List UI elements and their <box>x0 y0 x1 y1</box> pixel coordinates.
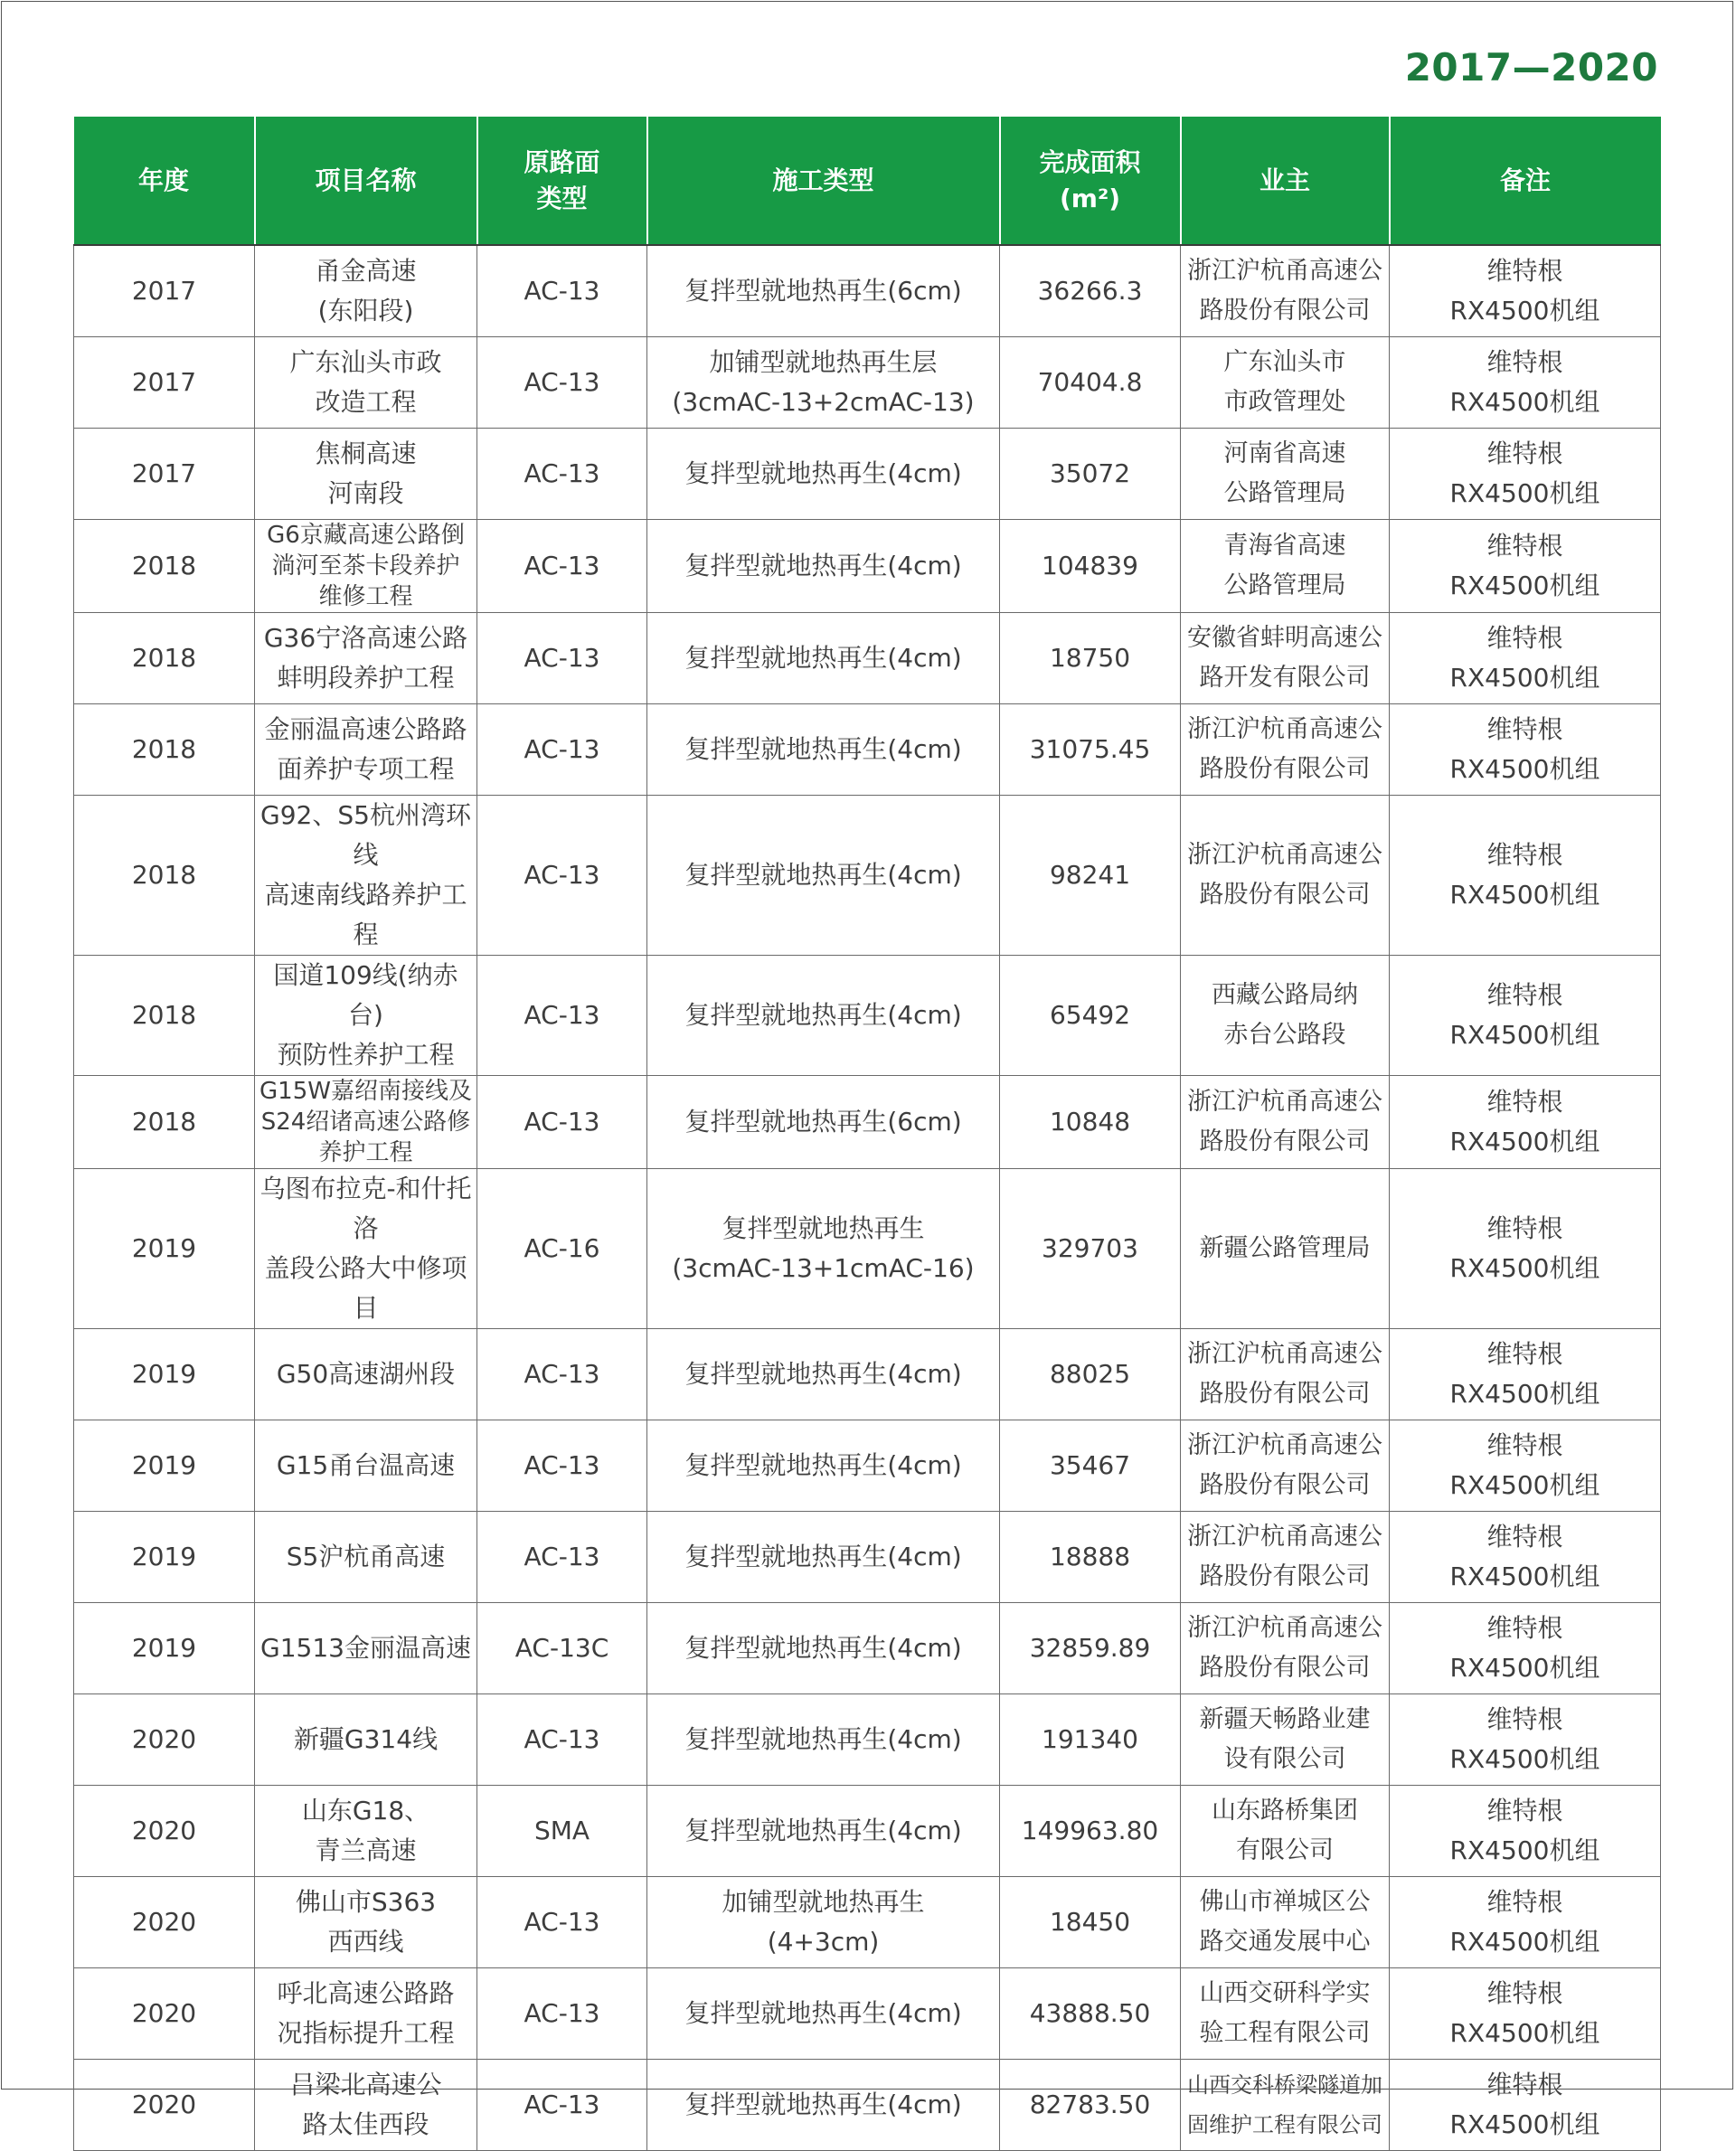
cell-area: 36266.3 <box>1000 245 1181 337</box>
table-row <box>74 1694 1661 1786</box>
cell-owner: 浙江沪杭甬高速公 路股份有限公司 <box>1181 704 1390 796</box>
cell-construction-type: 复拌型就地热再生(4cm) <box>647 1603 1000 1694</box>
cell-note: 维特根 RX4500机组 <box>1390 613 1661 704</box>
cell-year: 2019 <box>74 1420 255 1512</box>
cell-area: 18750 <box>1000 613 1181 704</box>
cell-note: 维特根 RX4500机组 <box>1390 1786 1661 1877</box>
cell-road-type: AC-13 <box>477 1877 647 1968</box>
table-row <box>74 337 1661 429</box>
cell-construction-type: 复拌型就地热再生(4cm) <box>647 956 1000 1076</box>
cell-note: 维特根 RX4500机组 <box>1390 796 1661 956</box>
cell-note: 维特根 RX4500机组 <box>1390 1877 1661 1968</box>
cell-road-type: AC-13 <box>477 520 647 613</box>
cell-note: 维特根 RX4500机组 <box>1390 1076 1661 1169</box>
cell-owner: 西藏公路局纳 赤台公路段 <box>1181 956 1390 1076</box>
cell-year: 2017 <box>74 245 255 337</box>
cell-area: 191340 <box>1000 1694 1181 1786</box>
cell-owner: 河南省高速 公路管理局 <box>1181 429 1390 520</box>
cell-owner: 新疆天畅路业建 设有限公司 <box>1181 1694 1390 1786</box>
cell-project-name: 吕梁北高速公 路太佳西段 <box>255 2060 477 2151</box>
cell-construction-type: 复拌型就地热再生(4cm) <box>647 796 1000 956</box>
cell-project-name: 佛山市S363 西西线 <box>255 1877 477 1968</box>
cell-project-name: 焦桐高速 河南段 <box>255 429 477 520</box>
cell-construction-type: 复拌型就地热再生(4cm) <box>647 613 1000 704</box>
cell-year: 2020 <box>74 1786 255 1877</box>
cell-owner: 浙江沪杭甬高速公 路股份有限公司 <box>1181 1076 1390 1169</box>
cell-note: 维特根 RX4500机组 <box>1390 1694 1661 1786</box>
cell-area: 43888.50 <box>1000 1968 1181 2060</box>
header-note: 备注 <box>1390 117 1661 245</box>
cell-project-name: G36宁洛高速公路 蚌明段养护工程 <box>255 613 477 704</box>
cell-owner: 浙江沪杭甬高速公 路股份有限公司 <box>1181 1512 1390 1603</box>
cell-note: 维特根 RX4500机组 <box>1390 956 1661 1076</box>
projects-table <box>73 117 1661 2151</box>
cell-construction-type: 复拌型就地热再生(4cm) <box>647 1512 1000 1603</box>
cell-construction-type: 复拌型就地热再生(4cm) <box>647 1786 1000 1877</box>
cell-note: 维特根 RX4500机组 <box>1390 1329 1661 1420</box>
cell-year: 2018 <box>74 520 255 613</box>
cell-note: 维特根 RX4500机组 <box>1390 1968 1661 2060</box>
cell-road-type: AC-13 <box>477 956 647 1076</box>
cell-construction-type: 复拌型就地热再生(4cm) <box>647 1694 1000 1786</box>
cell-year: 2020 <box>74 1877 255 1968</box>
cell-project-name: S5沪杭甬高速 <box>255 1512 477 1603</box>
cell-area: 98241 <box>1000 796 1181 956</box>
cell-construction-type: 复拌型就地热再生 (3cmAC-13+1cmAC-16) <box>647 1169 1000 1329</box>
cell-project-name: G1513金丽温高速 <box>255 1603 477 1694</box>
header-road-type: 原路面 类型 <box>477 117 647 245</box>
cell-area: 35467 <box>1000 1420 1181 1512</box>
cell-project-name: G15W嘉绍南接线及 S24绍诸高速公路修 养护工程 <box>255 1076 477 1169</box>
cell-road-type: AC-13 <box>477 613 647 704</box>
table-row <box>74 1512 1661 1603</box>
cell-area: 70404.8 <box>1000 337 1181 429</box>
cell-area: 35072 <box>1000 429 1181 520</box>
cell-construction-type: 复拌型就地热再生(4cm) <box>647 704 1000 796</box>
cell-owner: 山东路桥集团 有限公司 <box>1181 1786 1390 1877</box>
cell-year: 2018 <box>74 1076 255 1169</box>
cell-project-name: G15甬台温高速 <box>255 1420 477 1512</box>
cell-road-type: AC-13 <box>477 1076 647 1169</box>
cell-owner: 青海省高速 公路管理局 <box>1181 520 1390 613</box>
table-row <box>74 1329 1661 1420</box>
cell-construction-type: 复拌型就地热再生(4cm) <box>647 520 1000 613</box>
year-range-title: 2017—2020 <box>1404 45 1658 90</box>
cell-construction-type: 加铺型就地热再生层 (3cmAC-13+2cmAC-13) <box>647 337 1000 429</box>
cell-year: 2019 <box>74 1512 255 1603</box>
cell-owner: 广东汕头市 市政管理处 <box>1181 337 1390 429</box>
table-row <box>74 956 1661 1076</box>
table-row <box>74 796 1661 956</box>
cell-note: 维特根 RX4500机组 <box>1390 245 1661 337</box>
cell-year: 2018 <box>74 956 255 1076</box>
table-row <box>74 520 1661 613</box>
table-row <box>74 1786 1661 1877</box>
cell-owner: 浙江沪杭甬高速公 路股份有限公司 <box>1181 245 1390 337</box>
cell-road-type: AC-13C <box>477 1603 647 1694</box>
cell-construction-type: 复拌型就地热再生(4cm) <box>647 1968 1000 2060</box>
cell-project-name: G50高速湖州段 <box>255 1329 477 1420</box>
cell-construction-type: 复拌型就地热再生(4cm) <box>647 1329 1000 1420</box>
cell-road-type: AC-13 <box>477 1329 647 1420</box>
cell-area: 65492 <box>1000 956 1181 1076</box>
cell-year: 2019 <box>74 1169 255 1329</box>
cell-area: 18888 <box>1000 1512 1181 1603</box>
table-row <box>74 245 1661 337</box>
table-row <box>74 1877 1661 1968</box>
cell-construction-type: 复拌型就地热再生(6cm) <box>647 1076 1000 1169</box>
cell-area: 149963.80 <box>1000 1786 1181 1877</box>
cell-owner: 浙江沪杭甬高速公 路股份有限公司 <box>1181 796 1390 956</box>
table-row <box>74 704 1661 796</box>
cell-year: 2018 <box>74 704 255 796</box>
table-body <box>74 245 1661 2151</box>
cell-area: 18450 <box>1000 1877 1181 1968</box>
table-row <box>74 1169 1661 1329</box>
cell-year: 2018 <box>74 796 255 956</box>
cell-note: 维特根 RX4500机组 <box>1390 1420 1661 1512</box>
cell-year: 2017 <box>74 337 255 429</box>
cell-road-type: AC-13 <box>477 429 647 520</box>
cell-note: 维特根 RX4500机组 <box>1390 429 1661 520</box>
cell-road-type: AC-13 <box>477 1420 647 1512</box>
table-header-row <box>74 117 1661 245</box>
cell-area: 104839 <box>1000 520 1181 613</box>
cell-owner: 安徽省蚌明高速公 路开发有限公司 <box>1181 613 1390 704</box>
cell-project-name: G6京藏高速公路倒 淌河至茶卡段养护 维修工程 <box>255 520 477 613</box>
cell-construction-type: 加铺型就地热再生 (4+3cm) <box>647 1877 1000 1968</box>
cell-road-type: SMA <box>477 1786 647 1877</box>
cell-area: 31075.45 <box>1000 704 1181 796</box>
cell-construction-type: 复拌型就地热再生(4cm) <box>647 1420 1000 1512</box>
cell-project-name: 新疆G314线 <box>255 1694 477 1786</box>
cell-area: 88025 <box>1000 1329 1181 1420</box>
cell-project-name: 国道109线(纳赤台) 预防性养护工程 <box>255 956 477 1076</box>
cell-year: 2020 <box>74 1968 255 2060</box>
cell-construction-type: 复拌型就地热再生(4cm) <box>647 429 1000 520</box>
cell-note: 维特根 RX4500机组 <box>1390 2060 1661 2151</box>
cell-project-name: 甬金高速 (东阳段) <box>255 245 477 337</box>
cell-area: 329703 <box>1000 1169 1181 1329</box>
cell-project-name: G92、S5杭州湾环线 高速南线路养护工程 <box>255 796 477 956</box>
header-project-name: 项目名称 <box>255 117 477 245</box>
cell-road-type: AC-13 <box>477 1694 647 1786</box>
cell-construction-type: 复拌型就地热再生(6cm) <box>647 245 1000 337</box>
cell-owner: 山西交科桥梁隧道加 固维护工程有限公司 <box>1181 2060 1390 2151</box>
header-year: 年度 <box>74 117 255 245</box>
cell-project-name: 乌图布拉克-和什托洛 盖段公路大中修项目 <box>255 1169 477 1329</box>
table-row <box>74 1968 1661 2060</box>
cell-road-type: AC-13 <box>477 796 647 956</box>
header-area: 完成面积 (m²) <box>1000 117 1181 245</box>
cell-road-type: AC-13 <box>477 704 647 796</box>
cell-road-type: AC-16 <box>477 1169 647 1329</box>
cell-note: 维特根 RX4500机组 <box>1390 337 1661 429</box>
cell-owner: 新疆公路管理局 <box>1181 1169 1390 1329</box>
cell-owner: 浙江沪杭甬高速公 路股份有限公司 <box>1181 1603 1390 1694</box>
cell-construction-type: 复拌型就地热再生(4cm) <box>647 2060 1000 2151</box>
cell-project-name: 呼北高速公路路 况指标提升工程 <box>255 1968 477 2060</box>
cell-area: 82783.50 <box>1000 2060 1181 2151</box>
cell-note: 维特根 RX4500机组 <box>1390 1169 1661 1329</box>
cell-year: 2017 <box>74 429 255 520</box>
cell-owner: 浙江沪杭甬高速公 路股份有限公司 <box>1181 1329 1390 1420</box>
cell-note: 维特根 RX4500机组 <box>1390 1512 1661 1603</box>
cell-year: 2019 <box>74 1329 255 1420</box>
cell-project-name: 山东G18、 青兰高速 <box>255 1786 477 1877</box>
table-row <box>74 1076 1661 1169</box>
table-row <box>74 429 1661 520</box>
cell-owner: 山西交研科学实 验工程有限公司 <box>1181 1968 1390 2060</box>
cell-note: 维特根 RX4500机组 <box>1390 1603 1661 1694</box>
cell-year: 2019 <box>74 1603 255 1694</box>
cell-road-type: AC-13 <box>477 337 647 429</box>
cell-area: 32859.89 <box>1000 1603 1181 1694</box>
cell-year: 2018 <box>74 613 255 704</box>
cell-project-name: 广东汕头市政 改造工程 <box>255 337 477 429</box>
cell-owner: 佛山市禅城区公 路交通发展中心 <box>1181 1877 1390 1968</box>
cell-road-type: AC-13 <box>477 1512 647 1603</box>
cell-road-type: AC-13 <box>477 245 647 337</box>
cell-year: 2020 <box>74 2060 255 2151</box>
cell-year: 2020 <box>74 1694 255 1786</box>
cell-owner: 浙江沪杭甬高速公 路股份有限公司 <box>1181 1420 1390 1512</box>
cell-project-name: 金丽温高速公路路 面养护专项工程 <box>255 704 477 796</box>
cell-road-type: AC-13 <box>477 2060 647 2151</box>
cell-road-type: AC-13 <box>477 1968 647 2060</box>
header-owner: 业主 <box>1181 117 1390 245</box>
cell-note: 维特根 RX4500机组 <box>1390 704 1661 796</box>
table-row <box>74 613 1661 704</box>
header-construction-type: 施工类型 <box>647 117 1000 245</box>
cell-note: 维特根 RX4500机组 <box>1390 520 1661 613</box>
table-row <box>74 2060 1661 2151</box>
cell-area: 10848 <box>1000 1076 1181 1169</box>
table-row <box>74 1603 1661 1694</box>
table-row <box>74 1420 1661 1512</box>
